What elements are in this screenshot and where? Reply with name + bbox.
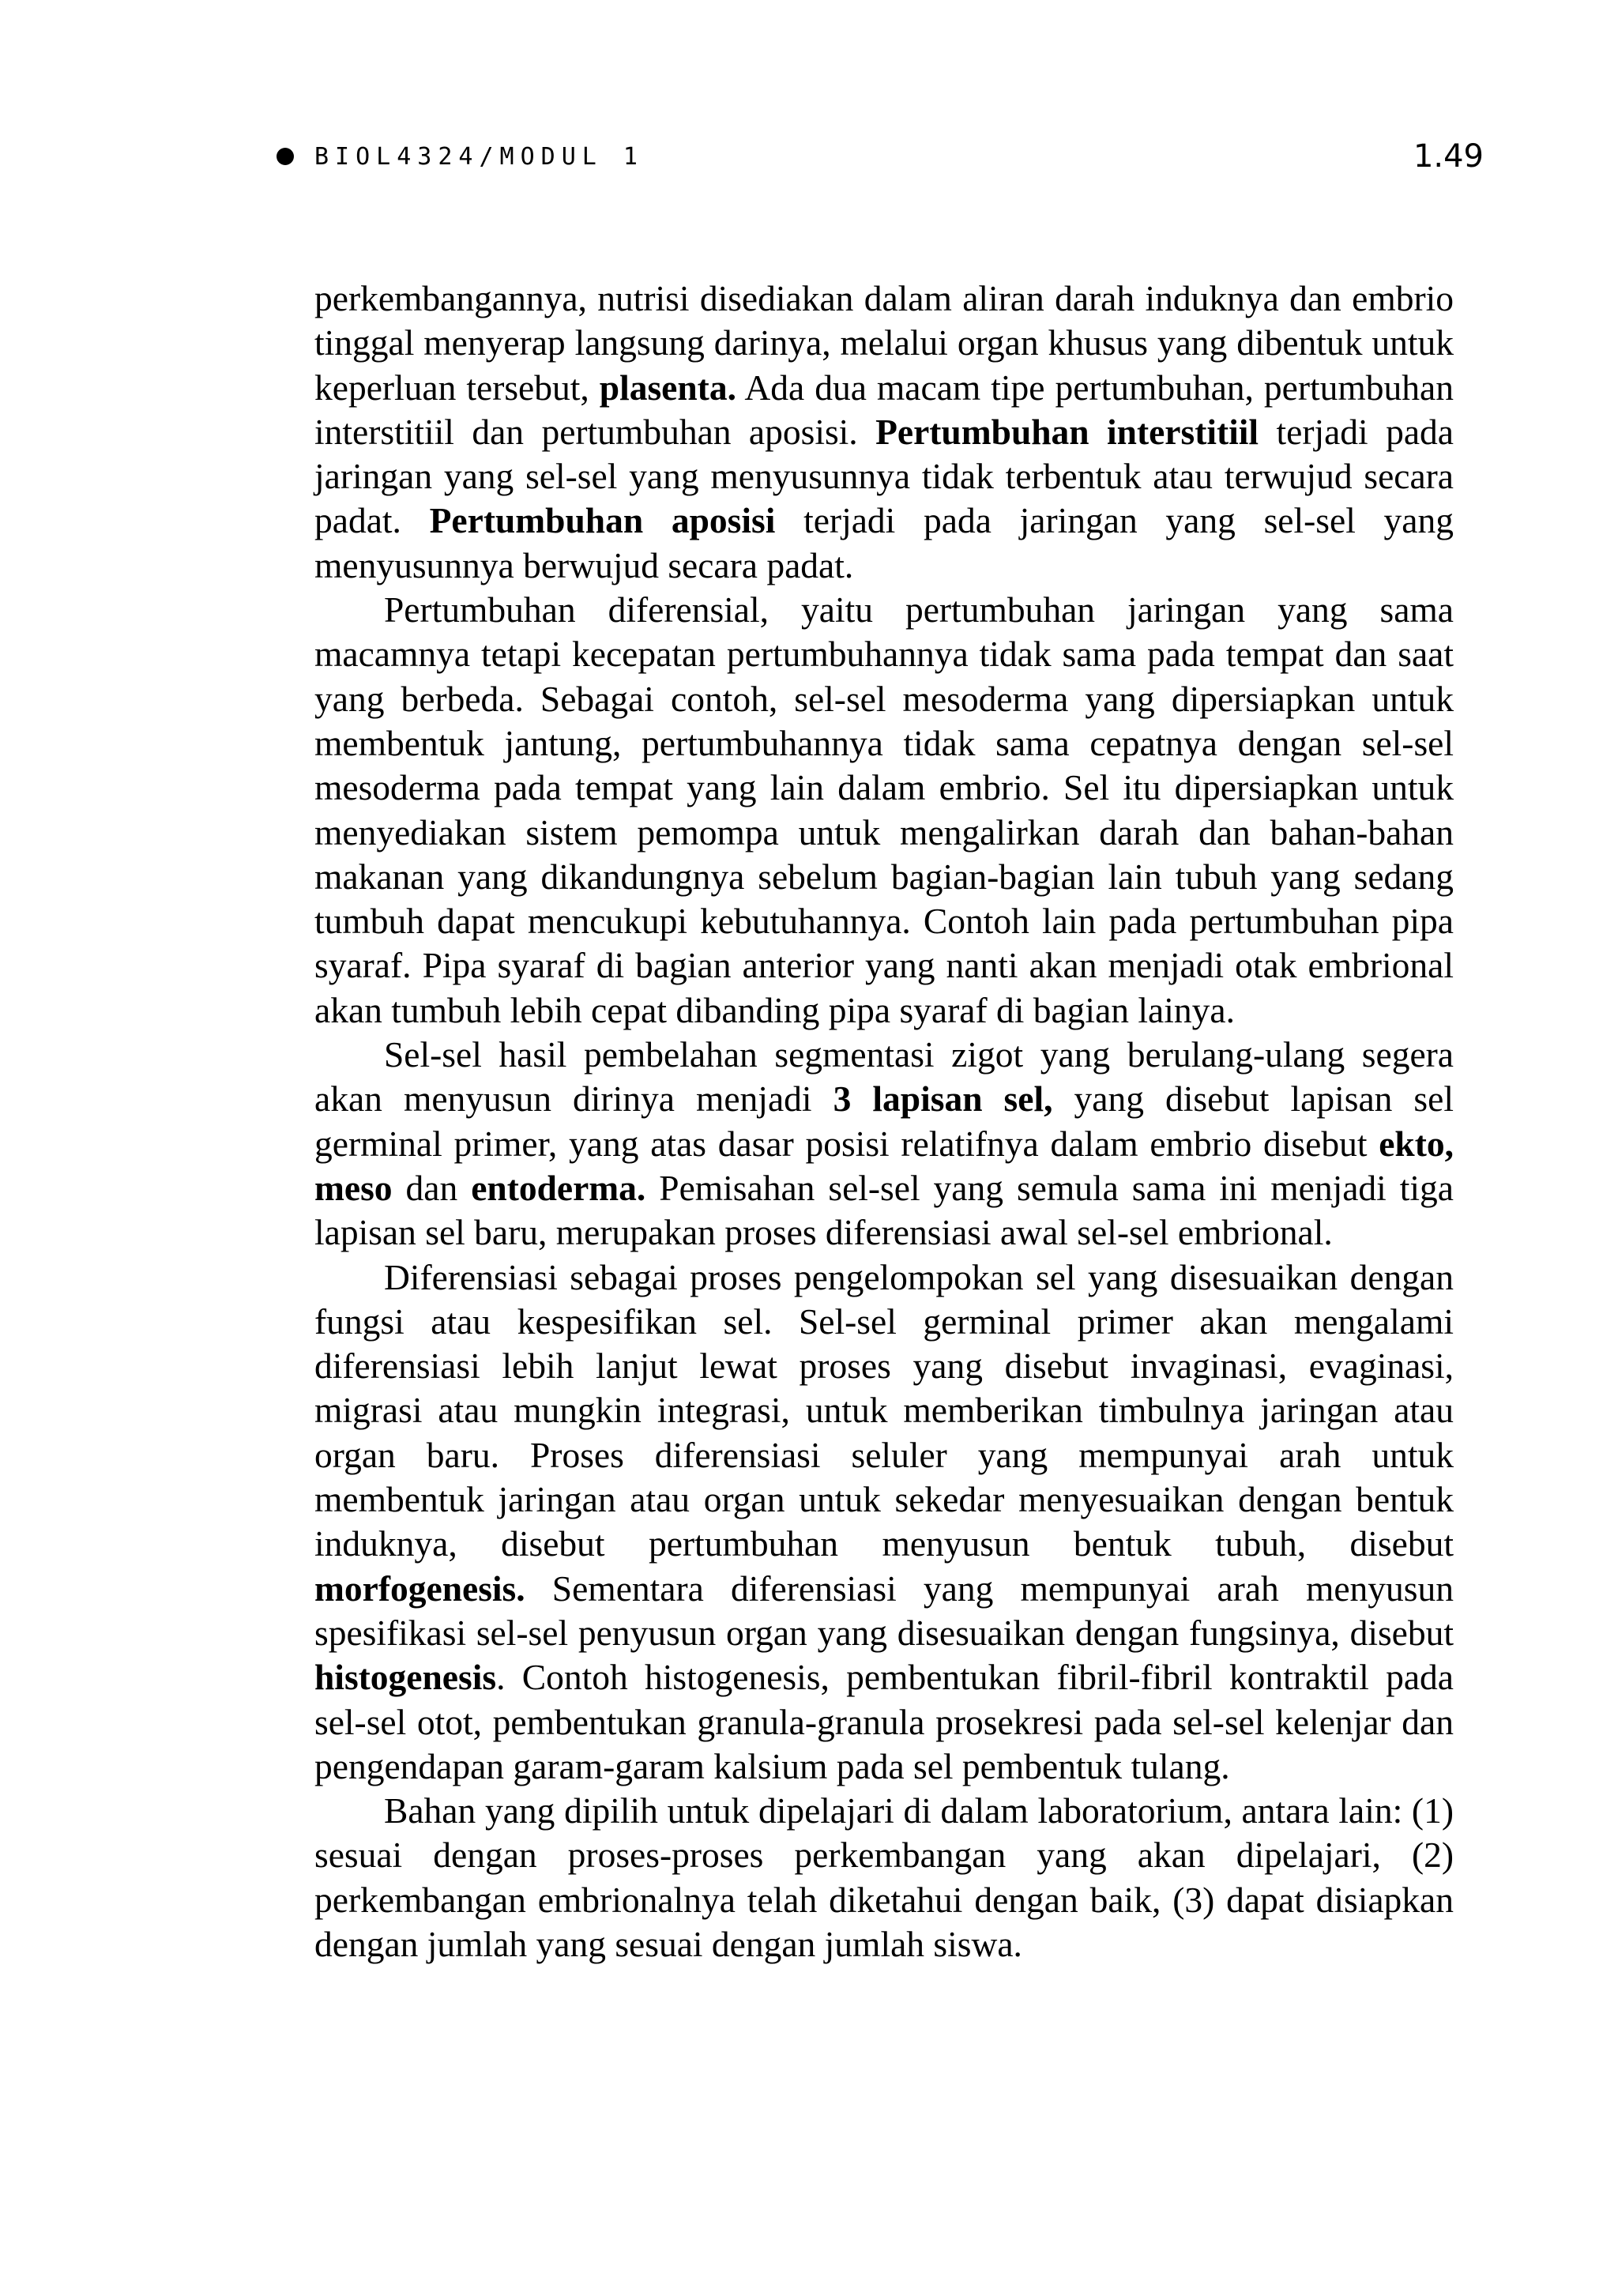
paragraph-2 [314,588,1454,1033]
paragraph-text: . Contoh histogenesis, pembentukan fibril-fibril kontraktil pada sel-sel otot, pembentukan granula-granula prosekresi pada sel-sel kelenjar dan pengendapan garam-garam kalsium pada sel pembentuk tulang. [314,1657,1454,1786]
term-ekto-meso: ekto, meso [314,1123,1454,1208]
running-head-group [277,143,644,171]
paragraph-text: yang disebut lapisan sel germinal primer, yang atas dasar posisi relatifnya dalam embrio disebut [314,1078,1454,1164]
paragraph-text: perkembangannya, nutrisi disediakan dalam aliran darah induknya dan embrio tinggal menyerap langsung darinya, melalui organ khusus yang dibentuk untuk keperluan tersebut, [314,278,1454,408]
paragraph-text: Pemisahan sel-sel yang semula sama ini menjadi tiga lapisan sel baru, merupakan proses diferensiasi awal sel-sel embrional. [314,1167,1454,1253]
term-pertumbuhan-interstitiil: Pertumbuhan interstitiil [875,411,1259,452]
bullet-icon [277,148,294,165]
page-number: 1.49 [1413,138,1484,175]
page-header [277,133,1484,180]
paragraph-1 [314,277,1454,588]
paragraph-text: Sementara diferensiasi yang mempunyai arah menyusun spesifikasi sel-sel penyusun organ yang disesuaikan dengan fungsinya, disebut [314,1568,1454,1653]
paragraph-text: Ada dua macam tipe pertumbuhan, pertumbuhan interstitiil dan pertumbuhan aposisi. [314,367,1454,452]
paragraph-text: Sel-sel hasil pembelahan segmentasi zigot yang berulang-ulang segera akan menyusun dirinya menjadi [314,1034,1454,1120]
paragraph-text: Diferensiasi sebagai proses pengelompokan sel yang disesuaikan dengan fungsi atau kespesifikan sel. Sel-sel germinal primer akan mengalami diferensiasi lebih lanjut lewat proses yang disebut invaginasi, evaginasi, migrasi atau mungkin integrasi, untuk memberikan timbulnya jaringan atau organ baru. Proses diferensiasi seluler yang mempunyai arah untuk membentuk jaringan atau organ untuk sekedar menyesuaikan dengan bentuk induknya, disebut pertumbuhan menyusun bentuk tubuh, disebut [314,1256,1454,1564]
paragraph-text: dan [392,1167,472,1208]
running-head: BIOL4324/MODUL 1 [314,142,644,171]
term-morfogenesis: morfogenesis. [314,1568,525,1609]
term-histogenesis: histogenesis [314,1657,497,1698]
paragraph-text: terjadi pada jaringan yang sel-sel yang menyusunnya berwujud secara padat. [314,500,1454,585]
paragraph-5 [314,1789,1454,1967]
paragraph-text: Bahan yang dipilih untuk dipelajari di dalam laboratorium, antara lain: (1) sesuai dengan proses-proses perkembangan yang akan dipelajari, (2) perkembangan embrionalnya telah diketahui dengan baik, (3) dapat disiapkan dengan jumlah yang sesuai dengan jumlah siswa. [314,1790,1454,1964]
paragraph-4 [314,1255,1454,1790]
term-plasenta: plasenta. [599,367,736,408]
paragraph-3 [314,1033,1454,1255]
paragraph-text: terjadi pada jaringan yang sel-sel yang menyusunnya tidak terbentuk atau terwujud secara padat. [314,411,1454,541]
term-entoderma: entoderma. [471,1167,646,1208]
body-text [314,277,1454,1967]
paragraph-text: Pertumbuhan diferensial, yaitu pertumbuhan jaringan yang sama macamnya tetapi kecepatan pertumbuhannya tidak sama pada tempat dan saat yang berbeda. Sebagai contoh, sel-sel mesoderma yang dipersiapkan untuk membentuk jantung, pertumbuhannya tidak sama cepatnya dengan sel-sel mesoderma pada tempat yang lain dalam embrio. Sel itu dipersiapkan untuk menyediakan sistem pemompa untuk mengalirkan darah dan bahan-bahan makanan yang dikandungnya sebelum bagian-bagian lain tubuh yang sedang tumbuh dapat mencukupi kebutuhannya. Contoh lain pada pertumbuhan pipa syaraf. Pipa syaraf di bagian anterior yang nanti akan menjadi otak embrional akan tumbuh lebih cepat dibanding pipa syaraf di bagian lainya. [314,589,1454,1030]
term-3-lapisan-sel: 3 lapisan sel, [833,1078,1053,1120]
term-pertumbuhan-aposisi: Pertumbuhan aposisi [429,500,776,541]
